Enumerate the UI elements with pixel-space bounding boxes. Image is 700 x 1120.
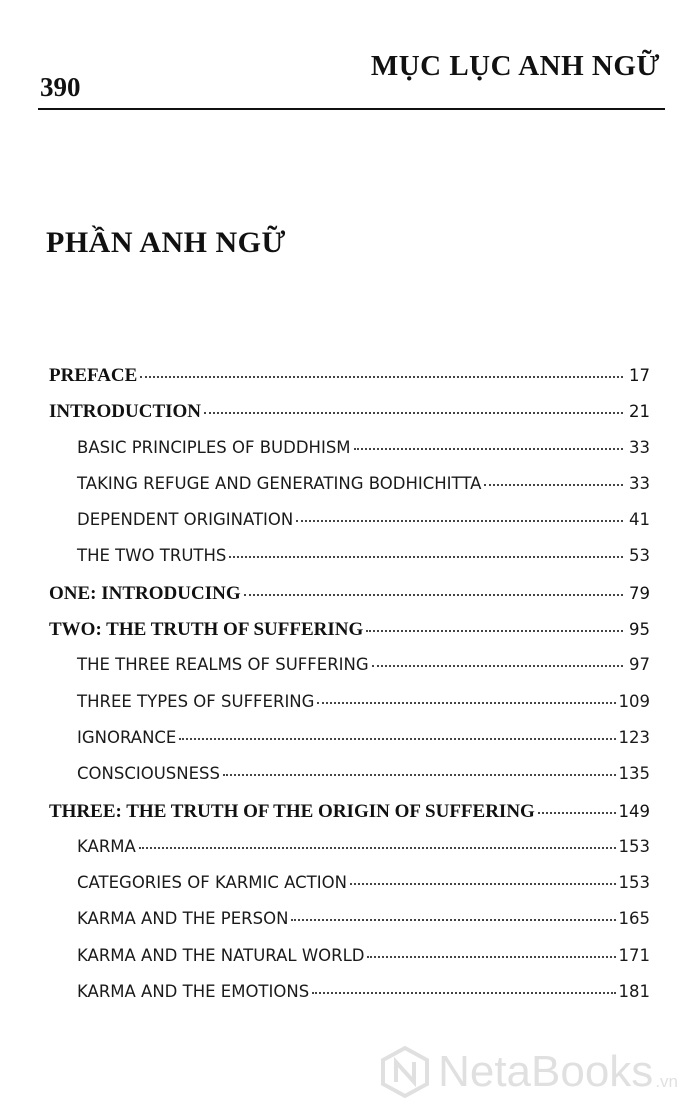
toc-entry-title: CATEGORIES OF KARMIC ACTION xyxy=(77,873,347,893)
dot-leader xyxy=(317,702,615,704)
toc-entry xyxy=(49,546,650,582)
toc-entry-page-number: 123 xyxy=(618,727,650,747)
dot-leader xyxy=(179,738,615,740)
dot-leader xyxy=(139,847,616,849)
toc-entry-page-number: 149 xyxy=(618,801,650,821)
toc-entry xyxy=(49,764,650,800)
toc-entry-title: THREE TYPES OF SUFFERING xyxy=(77,691,315,711)
toc-entry-title: DEPENDENT ORIGINATION xyxy=(77,510,294,530)
toc-entry-page-number: 53 xyxy=(629,546,650,566)
dot-leader xyxy=(291,919,615,921)
toc-entry xyxy=(49,510,650,546)
dot-leader xyxy=(372,665,623,667)
page-number: 390 xyxy=(40,72,81,102)
toc-entry xyxy=(49,801,650,837)
toc-entry xyxy=(49,583,650,619)
toc-entry xyxy=(49,946,650,982)
dot-leader xyxy=(244,594,623,596)
toc-entry-page-number: 109 xyxy=(618,691,650,711)
dot-leader xyxy=(140,376,623,378)
toc-entry-page-number: 165 xyxy=(618,909,650,929)
dot-leader xyxy=(354,448,623,450)
toc-entry xyxy=(49,728,650,764)
toc-entry xyxy=(49,365,650,401)
toc-entry-title: IGNORANCE xyxy=(77,727,177,747)
toc-entry-title: KARMA AND THE NATURAL WORLD xyxy=(77,945,365,965)
toc-entry xyxy=(49,655,650,691)
toc-entry xyxy=(49,873,650,909)
dot-leader xyxy=(229,556,623,558)
toc-entry-page-number: 135 xyxy=(618,764,650,784)
dot-leader xyxy=(204,412,623,414)
toc-entry-page-number: 17 xyxy=(629,366,650,385)
toc-entry-page-number: 153 xyxy=(618,836,650,856)
dot-leader xyxy=(296,520,623,522)
toc-entry-title: CONSCIOUSNESS xyxy=(77,764,220,784)
dot-leader xyxy=(312,992,615,994)
toc-entry-title: INTRODUCTION xyxy=(49,401,202,423)
toc-entry xyxy=(49,909,650,945)
section-heading: PHẦN ANH NGỮ xyxy=(46,226,286,259)
watermark-text: NetaBooks xyxy=(438,1047,654,1096)
toc-entry-page-number: 153 xyxy=(618,873,650,893)
toc-entry-title: KARMA AND THE PERSON xyxy=(77,909,289,929)
toc-entry xyxy=(49,837,650,873)
dot-leader xyxy=(538,812,616,814)
toc-entry-title: KARMA AND THE EMOTIONS xyxy=(77,982,310,1002)
toc-entry xyxy=(49,692,650,728)
toc-entry-title: PREFACE xyxy=(49,365,138,386)
toc-entry-title: ONE: INTRODUCING xyxy=(49,582,241,604)
toc-entry-page-number: 79 xyxy=(629,583,650,603)
dot-leader xyxy=(366,630,623,632)
toc-entry-title: TAKING REFUGE AND GENERATING BODHICHITTA xyxy=(77,473,482,493)
toc-entry xyxy=(49,619,650,655)
running-header-title: MỤC LỤC ANH NGỮ xyxy=(370,50,660,82)
toc-entry-title: TWO: THE TRUTH OF SUFFERING xyxy=(49,619,364,641)
toc-entry xyxy=(49,982,650,1018)
dot-leader xyxy=(484,484,623,486)
dot-leader xyxy=(223,774,616,776)
toc-entry-page-number: 41 xyxy=(629,510,650,530)
toc-entry-title: KARMA xyxy=(77,836,136,856)
toc-entry-page-number: 21 xyxy=(629,402,650,422)
netabooks-logo-icon xyxy=(380,1046,430,1098)
toc-entry xyxy=(49,438,650,474)
header-divider xyxy=(38,108,665,110)
toc-entry-title: THE TWO TRUTHS xyxy=(77,546,227,566)
toc-entry-page-number: 33 xyxy=(629,473,650,493)
toc-entry-page-number: 33 xyxy=(629,437,650,457)
dot-leader xyxy=(367,956,615,958)
toc-entry-page-number: 171 xyxy=(618,945,650,965)
toc-entry xyxy=(49,401,650,437)
toc-entry-title: THE THREE REALMS OF SUFFERING xyxy=(77,655,369,675)
watermark-suffix: .vn xyxy=(655,1072,678,1091)
dot-leader xyxy=(350,883,616,885)
table-of-contents xyxy=(49,365,650,1018)
toc-entry-page-number: 97 xyxy=(629,655,650,675)
watermark xyxy=(380,1046,678,1098)
toc-entry-page-number: 181 xyxy=(618,982,650,1002)
toc-entry xyxy=(49,474,650,510)
toc-entry-page-number: 95 xyxy=(629,620,650,640)
toc-entry-title: BASIC PRINCIPLES OF BUDDHISM xyxy=(77,437,351,457)
toc-entry-title: THREE: THE TRUTH OF THE ORIGIN OF SUFFERING xyxy=(49,800,535,822)
